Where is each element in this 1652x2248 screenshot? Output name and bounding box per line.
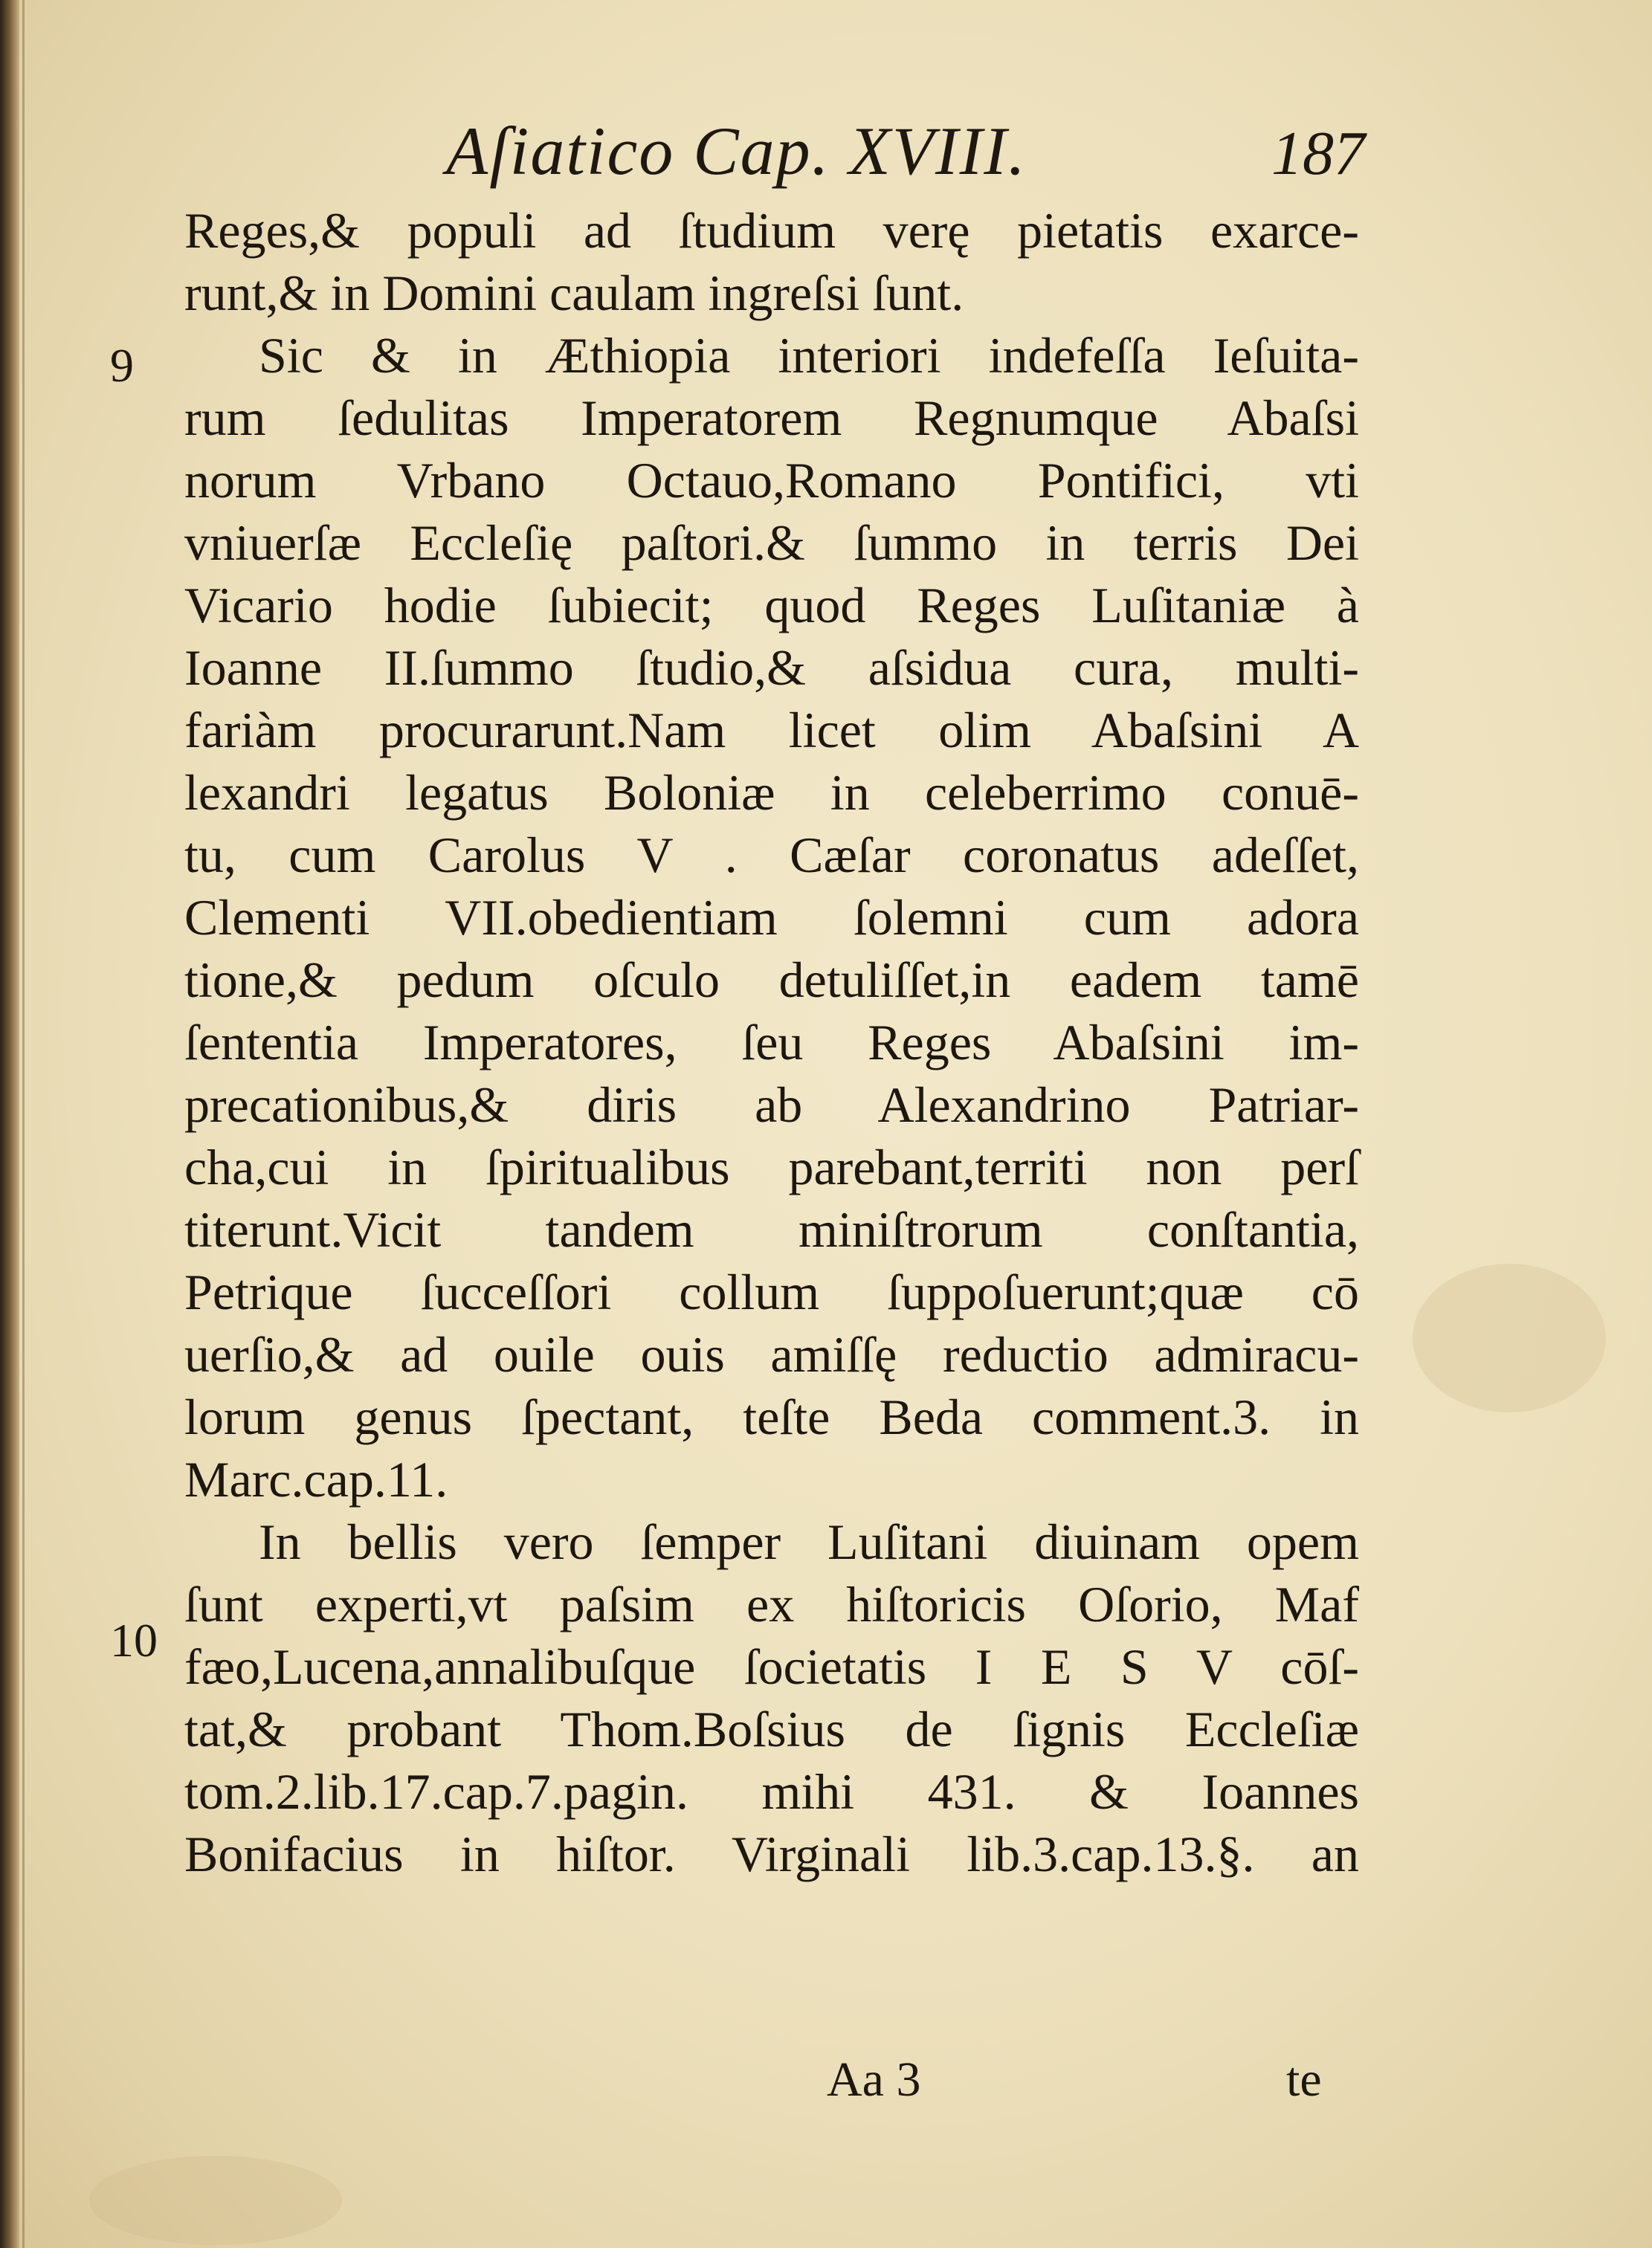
text-line: ſunt experti,vt paſsim ex hiſtoricis Oſorio, Maf <box>184 1576 1359 1632</box>
text-line: uerſio,& ad ouile ouis amiſſę reductio admiracu- <box>184 1326 1359 1383</box>
text-line: In bellis vero ſemper Luſitani diuinam opem <box>259 1514 1359 1570</box>
text-line: Sic & in Æthiopia interiori indefeſſa Ieſuita- <box>259 327 1359 384</box>
page-header <box>0 112 1652 201</box>
text-line: ſententia Imperatores, ſeu Reges Abaſsini im- <box>184 1014 1359 1070</box>
text-line: Vicario hodie ſubiecit; quod Reges Luſitaniæ à <box>184 577 1359 633</box>
running-head: Aſiatico Cap. XVIII. <box>446 113 1027 189</box>
text-line: titerunt.Vicit tandem miniſtrorum conſtantia, <box>184 1201 1359 1258</box>
text-line: rum ſedulitas Imperatorem Regnumque Abaſsi <box>184 390 1359 446</box>
paragraph <box>184 199 1359 324</box>
text-line: precationibus,& diris ab Alexandrino Patriar- <box>184 1076 1359 1133</box>
section-number: 10 <box>110 1614 158 1667</box>
text-line: norum Vrbano Octauo,Romano Pontifici, vti <box>184 452 1359 508</box>
text-line: vniuerſæ Eccleſię paſtori.& ſummo in terris Dei <box>184 514 1359 571</box>
text-line: tione,& pedum oſculo detuliſſet,in eadem tamē <box>184 952 1359 1008</box>
catchword: te <box>1286 2052 1322 2107</box>
text-line: tat,& probant Thom.Boſsius de ſignis Eccleſiæ <box>184 1701 1359 1757</box>
text-line: tu, cum Carolus V . Cæſar coronatus adeſſet, <box>184 827 1359 883</box>
paper-stain <box>1413 1264 1606 1412</box>
paragraph <box>184 324 1359 1511</box>
section-number: 9 <box>110 339 134 392</box>
text-line: tom.2.lib.17.cap.7.pagin. mihi 431. & Ioannes <box>184 1763 1359 1820</box>
body-text <box>184 199 1359 1885</box>
text-line: runt,& in Domini caulam ingreſsi ſunt. <box>184 265 964 321</box>
text-line: Petrique ſucceſſori collum ſuppoſuerunt;quæ cō <box>184 1264 1359 1320</box>
binding-edge <box>0 0 19 2248</box>
text-line: Clementi VII.obedientiam ſolemni cum adora <box>184 889 1359 946</box>
paper-stain <box>89 2156 342 2245</box>
text-line: Bonifacius in hiſtor. Virginali lib.3.cap.13.§. an <box>184 1826 1359 1882</box>
text-line: lexandri legatus Boloniæ in celeberrimo conuē- <box>184 764 1359 821</box>
gutter-line <box>22 0 25 2248</box>
text-line: fariàm procurarunt.Nam licet olim Abaſsini A <box>184 702 1359 758</box>
text-line: lorum genus ſpectant, teſte Beda comment.3. in <box>184 1389 1359 1445</box>
page-footer <box>0 2052 1652 2119</box>
text-line: Marc.cap.11. <box>184 1451 448 1508</box>
text-line: Ioanne II.ſummo ſtudio,& aſsidua cura, multi- <box>184 639 1359 696</box>
signature-mark: Aa 3 <box>827 2052 921 2107</box>
text-line: Reges,& populi ad ſtudium verę pietatis exarce- <box>184 202 1359 259</box>
paragraph <box>184 1511 1359 1885</box>
text-line: fæo,Lucena,annalibuſque ſocietatis I E S V cōſ- <box>184 1638 1359 1695</box>
text-line: cha,cui in ſpiritualibus parebant,territi non perſ <box>184 1139 1359 1195</box>
page-number: 187 <box>1271 119 1365 188</box>
